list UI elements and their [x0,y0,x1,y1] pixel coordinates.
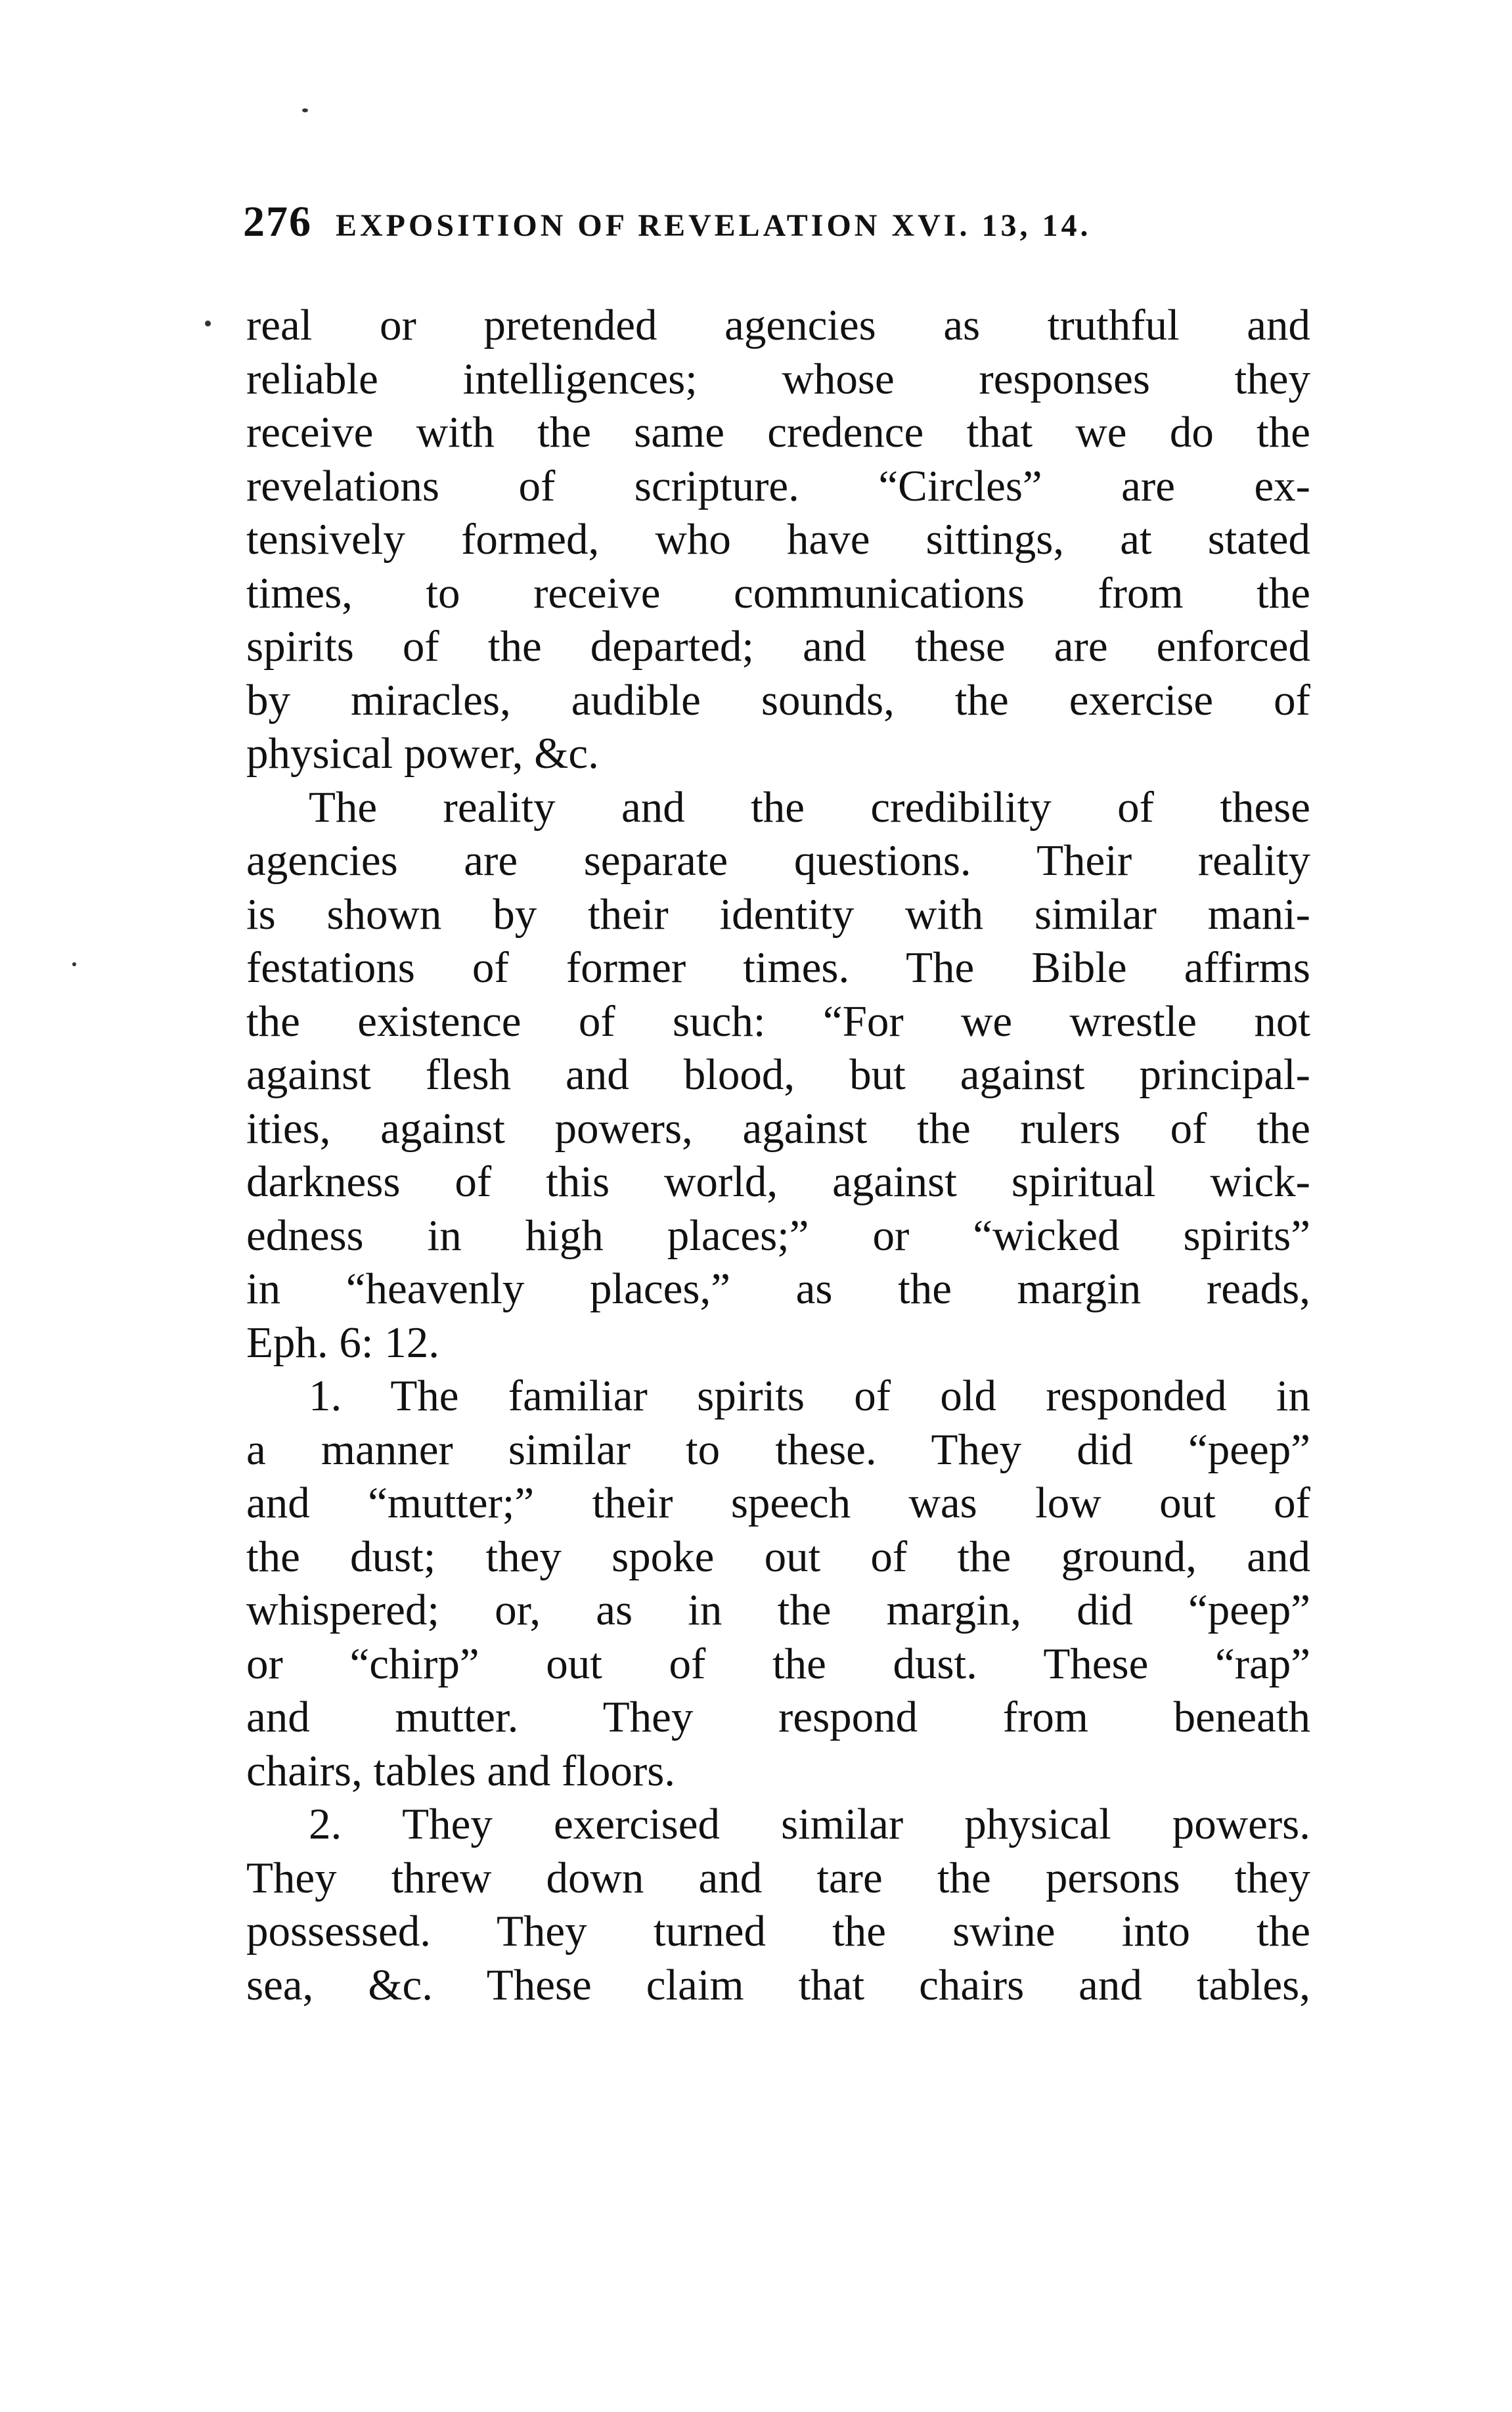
text-line: agencies are separate questions. Their reality [246,836,1310,885]
text-line: darkness of this world, against spiritual wick- [246,1157,1310,1206]
text-line: festations of former times. The Bible affirms [246,943,1310,992]
text-line: revelations of scripture. “Circles” are ex- [246,461,1310,510]
text-line: the existence of such: “For we wrestle not [246,996,1310,1046]
text-line: spirits of the departed; and these are enforced [246,622,1310,671]
text-line: real or pretended agencies as truthful and [246,301,1310,349]
page-number: 276 [243,198,312,246]
text-line: physical power, &c. [246,729,599,778]
text-line: against flesh and blood, but against principal- [246,1050,1310,1099]
text-line: in “heavenly places,” as the margin reads, [246,1264,1310,1313]
text-line: and mutter. They respond from beneath [246,1693,1310,1741]
text-line: 1. The familiar spirits of old responded in [309,1372,1310,1420]
text-line: reliable intelligences; whose responses they [246,354,1310,403]
text-line: the dust; they spoke out of the ground, and [246,1532,1310,1581]
text-line: possessed. They turned the swine into the [246,1907,1310,1955]
text-line: chairs, tables and floors. [246,1746,676,1795]
text-line: Eph. 6: 12. [246,1318,440,1367]
text-line: is shown by their identity with similar mani- [246,889,1310,939]
text-line: a manner similar to these. They did “peep” [246,1425,1310,1474]
text-line: 2. They exercised similar physical powers. [309,1800,1310,1848]
text-line: sea, &c. These claim that chairs and tables, [246,1960,1310,2009]
speck-mark [72,962,76,966]
running-head: EXPOSITION OF REVELATION XVI. 13, 14. [336,208,1092,243]
speck-mark [205,321,211,326]
text-line: The reality and the credibility of these [309,782,1310,832]
text-line: times, to receive communications from the [246,568,1310,617]
text-line: receive with the same credence that we do the [246,408,1310,457]
text-line: ities, against powers, against the rulers of the [246,1104,1310,1153]
text-line: They threw down and tare the persons they [246,1853,1310,1902]
text-line: whispered; or, as in the margin, did “peep” [246,1586,1310,1634]
speck-mark [302,108,308,112]
text-line: and “mutter;” their speech was low out of [246,1479,1310,1527]
page-header [243,197,1320,256]
text-line: or “chirp” out of the dust. These “rap” [246,1639,1310,1688]
text-line: by miracles, audible sounds, the exercise of [246,675,1310,725]
text-line: edness in high places;” or “wicked spirits” [246,1211,1310,1260]
text-line: tensively formed, who have sittings, at stated [246,515,1310,564]
body-text [246,299,1310,2012]
